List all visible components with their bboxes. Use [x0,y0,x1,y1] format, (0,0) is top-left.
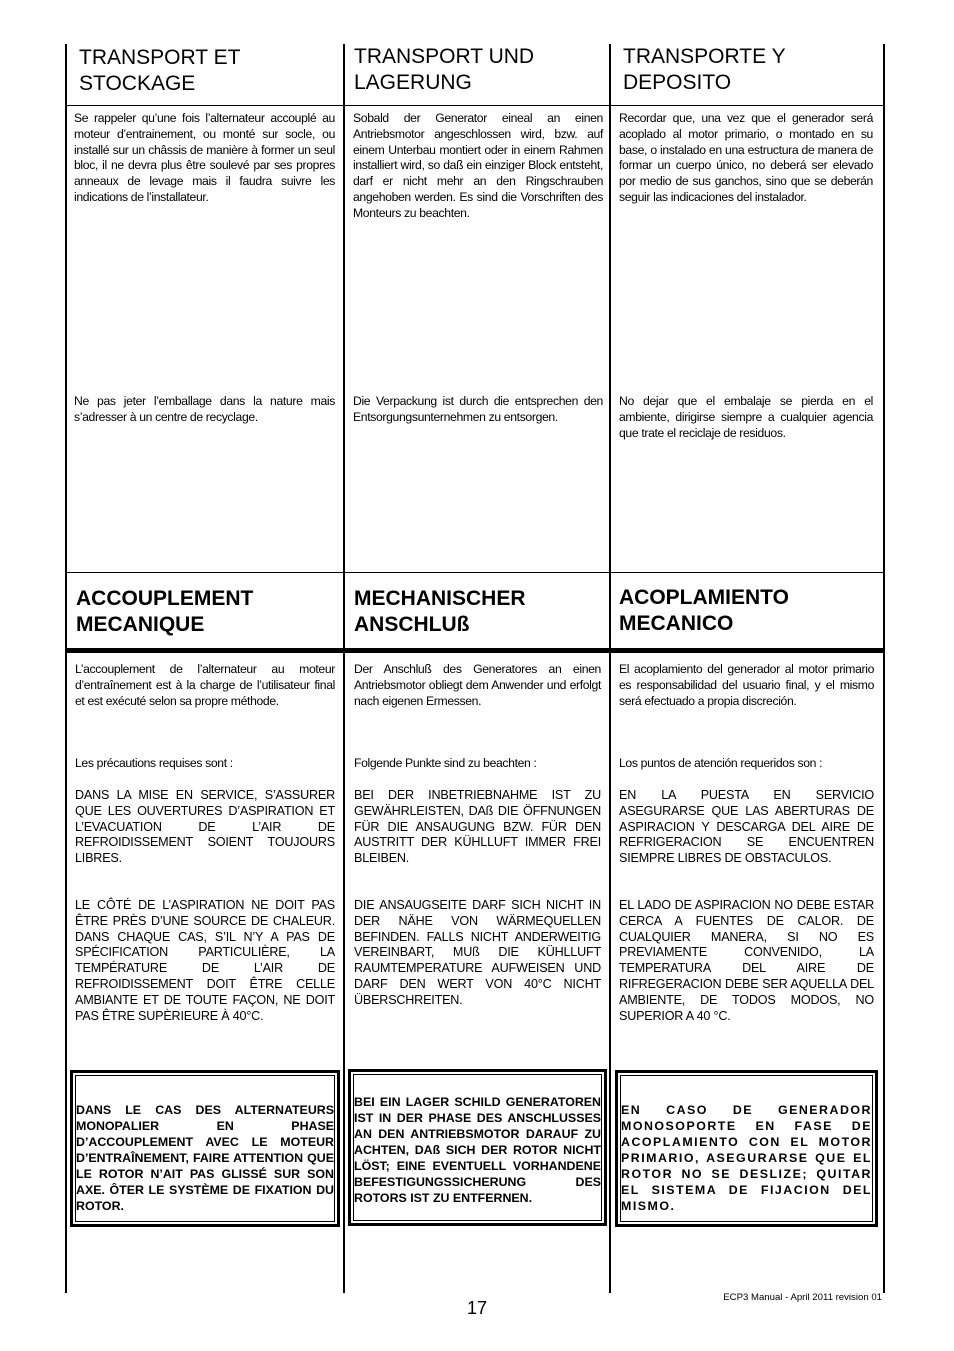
coupling-fr-paragraph-3: DANS LA MISE EN SERVICE, S’ASSURER QUE LES OUVERTURES D’ASPIRATION ET L’EVACUATION DE L’AIR DE REFROIDISSEMENT SOIENT TOUJOURS LIBRES. [75,788,335,866]
coupling-fr-paragraph-4: LE CÔTÉ DE L’ASPIRATION NE DOIT PAS ÊTRE PRÈS D’UNE SOURCE DE CHALEUR. DANS CHAQUE CAS, S’IL N’Y A PAS DE SPÉCIFICATION PARTICULIÈRE, LA TEMPÉRATURE DE L’AIR DE REFROIDISSEMENT DOIT ÊTRE CELLE AMBIANTE ET DE TOUTE FAÇON, NE DOIT PAS ÊTRE SUPÈRIEURE À 40°C. [75,898,335,1023]
transport-de-paragraph-1: Sobald der Generator eineal an einen Antriebsmotor angeschlossen wird, bzw. auf einem Unterbau montiert oder in einem Rahmen installiert wird, so daß ein einziger Block entsteht, darf er nicht mehr an den Ringschrauben angehoben werden. Es sind die Vorschriften des Monteurs zu beachten. [353,111,603,220]
heading-transport-es: TRANSPORTE Y DEPOSITO [623,45,786,94]
coupling-es-paragraph-1: El acoplamiento del generador al motor primario es responsabilidad del usuario final, y el mismo será efectuado a propia discreción. [619,662,874,708]
coupling-de-paragraph-3: BEI DER INBETRIEBNAHME IST ZU GEWÄHRLEISTEN, DAß DIE ÖFFNUNGEN FÜR DIE ANSAUGUNG BZW. FÜR DEN AUSTRITT DER KÜHLLUFT IMMER FREI BLEIBEN. [354,788,601,866]
coupling-de-paragraph-4: DIE ANSAUGSEITE DARF SICH NICHT IN DER NÄHE VON WÄRMEQUELLEN BEFINDEN. FALLS NICHT ANDERWEITIG VEREINBART, MUß DIE KÜHLLUFT RAUMTEMPERATURE AUFWEISEN UND DARF DEN WERT VON 40°C NICHT ÜBERSCHREITEN. [354,898,601,1007]
coupling-es-paragraph-2: Los puntos de atención requeridos son : [619,756,823,770]
header-rule-transport [65,105,885,106]
column-rule-right [883,44,885,1293]
coupling-de-paragraph-2: Folgende Punkte sind zu beachten : [354,756,537,770]
column-rule-middle-2 [609,44,611,1293]
coupling-fr-paragraph-1: L’accouplement de l’alternateur au moteur d’entraînement est à la charge de l’utilisateur final et est exécuté selon sa propre méthode. [75,662,335,708]
coupling-de-paragraph-1: Der Anschluß des Generatores an einen Antriebsmotor obliegt dem Anwender und erfolgt nach eigenen Ermessen. [354,662,601,708]
warning-box-es [615,1070,878,1227]
heading-transport-fr: TRANSPORT ET STOCKAGE [79,46,241,95]
coupling-es-paragraph-4: EL LADO DE ASPIRACION NO DEBE ESTAR CERCA A FUENTES DE CALOR. DE CUALQUIER MANERA, SI NO ES PREVIAMENTE CONVENIDO, LA TEMPERATURA DEL AIRE DE RIFREGERACION DEBE SER AQUELLA DEL AMBIENTE, DE TODOS MODOS, NO SUPERIOR A 40 °C. [619,898,874,1023]
warning-box-de [348,1069,607,1226]
transport-fr-paragraph-2: Ne pas jeter l’emballage dans la nature mais s’adresser à un centre de recyclage. [74,394,335,424]
transport-fr-paragraph-1: Se rappeler qu’une fois l’alternateur accouplé au moteur d’entrainement, ou monté sur socle, ou installé sur un châssis de manière à former un seul bloc, il ne devra plus être soulevé par ses propres anneaux de levage mais il faudra suivre les indications de l’installateur. [74,111,335,204]
coupling-es-paragraph-3: EN LA PUESTA EN SERVICIO ASEGURARSE QUE LAS ABERTURAS DE ASPIRACION Y DESCARGA DEL AIRE DE REFRIGERACION SE ENCUENTREN SIEMPRE LIBRES DE OBSTACULOS. [619,788,874,866]
warning-text-es: EN CASO DE GENERADOR MONOSOPORTE EN FASE DE ACOPLAMIENTO CON EL MOTOR PRIMARIO, ASEGURARSE QUE EL ROTOR NO SE DESLIZE; QUITAR EL SISTEMA DE FIJACION DEL MISMO. [621,1103,872,1213]
warning-box-fr [70,1070,340,1227]
footer-doc-info: ECP3 Manual - April 2011 revision 01 [723,1292,882,1303]
transport-es-paragraph-1: Recordar que, una vez que el generador será acoplado al motor primario, o montado en su base, o instalado en una estructura de manera de formar un cuerpo único, no deberá ser elevado por medio de sus ganchos, sino que se deberán seguir las indicaciones del instalador. [619,111,873,204]
transport-de-paragraph-2: Die Verpackung ist durch die entsprechen den Entsorgungsunternehmen zu entsorgen. [353,394,603,424]
heading-coupling-de: MECHANISCHER ANSCHLUß [354,587,526,636]
warning-text-de: BEI EIN LAGER SCHILD GENERATOREN IST IN DER PHASE DES ANSCHLUSSES AN DEN ANTRIEBSMOTOR DARAUF ZU ACHTEN, DAß SICH DER ROTOR NICHT LÖST; EINE EVENTUELL VORHANDENE BEFESTIGUNGSSICHERUNG DES ROTORS IST ZU ENTFERNEN. [354,1095,601,1205]
column-rule-middle-1 [343,44,345,1293]
column-rule-left [65,44,67,1293]
section-divider [65,572,885,573]
transport-es-paragraph-2: No dejar que el embalaje se pierda en el ambiente, dirigirse siempre a cualquier agencia que trate el reciclaje de residuos. [619,394,873,440]
header-rule-coupling [65,648,885,653]
warning-text-fr: DANS LE CAS DES ALTERNATEURS MONOPALIER EN PHASE D’ACCOUPLEMENT AVEC LE MOTEUR D’ENTRAÎNEMENT, FAIRE ATTENTION QUE LE ROTOR N’AIT PAS GLISSÉ SUR SON AXE. ÔTER LE SYSTÈME DE FIXATION DU ROTOR. [76,1103,334,1213]
heading-transport-de: TRANSPORT UND LAGERUNG [354,45,535,94]
heading-coupling-es: ACOPLAMIENTO MECANICO [619,586,789,635]
coupling-fr-paragraph-2: Les précautions requises sont : [75,756,233,770]
page-number: 17 [466,1298,488,1318]
heading-coupling-fr: ACCOUPLEMENT MECANIQUE [76,587,254,636]
